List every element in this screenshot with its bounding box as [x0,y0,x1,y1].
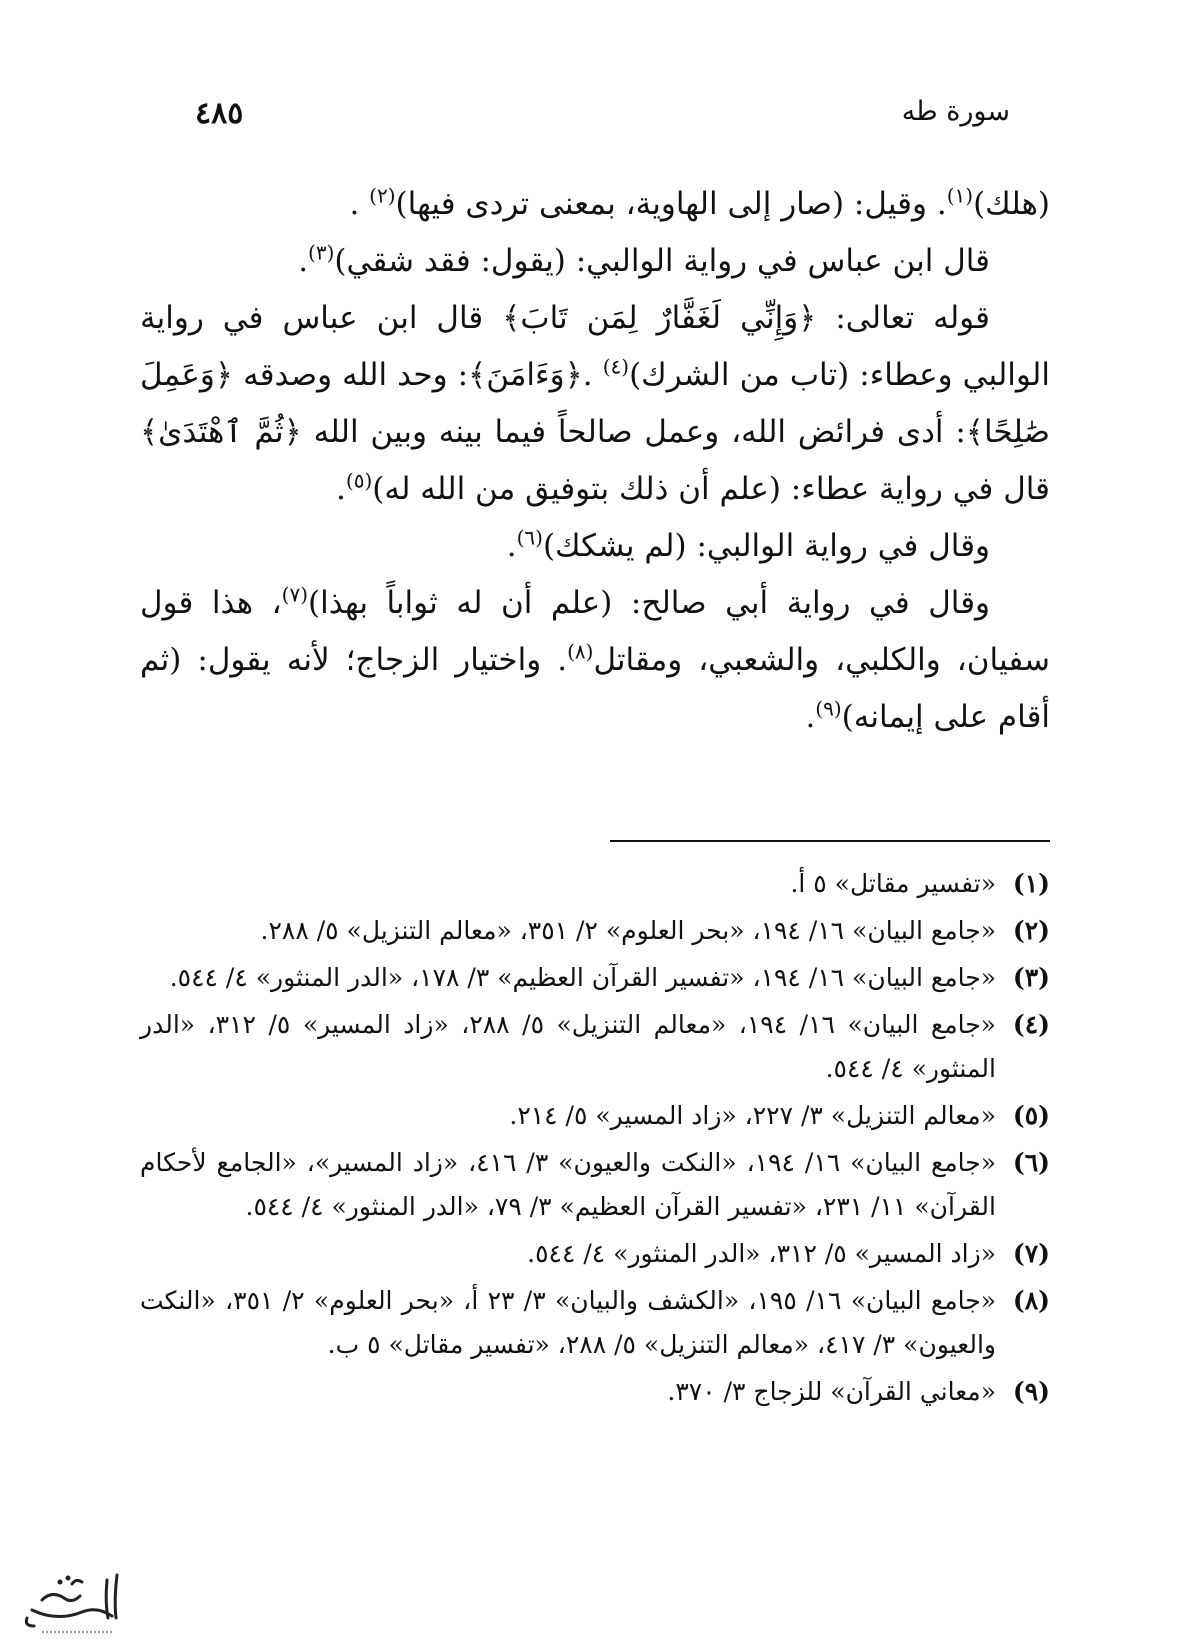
text-span: . [298,243,309,279]
footnote-ref: (٣) [308,240,335,265]
text-span: : وحد الله وصدقه [233,357,469,393]
footnote-text: «زاد المسير» ٥/ ٣١٢، «الدر المنثور» ٤/ ٥٤٤. [527,1239,996,1268]
text-span: : أدى فرائض الله، وعمل صالحاً فيما بينه وبين الله [301,414,966,450]
footnote-number: (٩) [1012,1377,1050,1406]
text-span: قال ابن عباس في رواية الوالبي وعطاء: (تاب من الشرك) [140,300,1050,393]
footnote-ref: (٥) [345,468,373,493]
footnote-ref: (٢) [369,183,396,208]
paragraph-4 [140,518,1050,575]
quran-verse: ﴿وَإِنِّي لَغَفَّارٌ لِمَن تَابَ﴾ [502,300,817,336]
text-span: (هلك) [973,186,1050,222]
text-span: قال ابن عباس في رواية الوالبي: (يقول: فقد شقي) [334,243,990,279]
footnote-ref: (٨) [567,639,594,664]
footnotes [140,862,1050,1417]
footnote-item [140,909,1050,953]
main-text [140,176,1050,746]
footnote-ref: (١) [946,183,974,208]
footnote-item [140,1003,1050,1091]
footnote-item [140,1094,1050,1138]
footnote-number: (٣) [1012,963,1050,992]
text-span: . [349,186,370,222]
text-span: . [805,699,816,735]
footnote-ref: (٧) [281,582,309,607]
footnote-number: (٤) [1012,1010,1050,1039]
footnote-text: «جامع البيان» ١٦/ ١٩٤، «بحر العلوم» ٢/ ٣٥١، «معالم التنزيل» ٥/ ٢٨٨. [260,916,996,945]
text-span: . [582,357,603,393]
page-header [195,96,1010,146]
text-span: وقال في رواية أبي صالح: (علم أن له ثواباً بهذا) [308,585,990,621]
footnote-number: (٧) [1012,1239,1050,1268]
text-span: قال في رواية عطاء: (علم أن ذلك بتوفيق من الله له) [372,471,1050,507]
paragraph-3 [140,290,1050,518]
footnote-ref: (٤) [602,354,630,379]
text-span: . [336,471,346,507]
text-span: . واختيار الزجاج؛ لأنه يقول: (ثم أقام على إيمانه) [140,642,1050,735]
quran-verse: ﴿وَءَامَنَ﴾ [468,357,583,393]
footnote-separator [610,840,1050,842]
stamp-calligraphy [12,1560,132,1640]
footnote-number: (١) [1012,869,1050,898]
paragraph-1 [140,176,1050,233]
paragraph-5 [140,575,1050,746]
text-span: . وقيل: (صار إلى الهاوية، بمعنى تردى فيها) [395,186,947,222]
quran-verse: ﴿وَعَمِلَ صَٰلِحًا﴾ [140,357,1050,450]
footnote-item [140,1370,1050,1414]
footnote-text: «جامع البيان» ١٦/ ١٩٤، «معالم التنزيل» ٥/ ٢٨٨، «زاد المسير» ٥/ ٣١٢، «الدر المنثور» ٤/ ٥٤٤. [140,1010,996,1083]
footnote-item [140,1232,1050,1276]
page-number: ٤٨٥ [195,96,244,131]
library-stamp-logo [12,1560,132,1640]
footnote-text: «جامع البيان» ١٦/ ١٩٥، «الكشف والبيان» ٣/ ٢٣ أ، «بحر العلوم» ٢/ ٣٥١، «النكت والعيون» ٣/ ٤١٧، «معالم التنزيل» ٥/ ٢٨٨، «تفسير مقاتل» ٥ ب. [140,1286,996,1359]
text-span: وقال في رواية الوالبي: (لم يشكك) [542,528,990,564]
footnote-text: «جامع البيان» ١٦/ ١٩٤، «تفسير القرآن العظيم» ٣/ ١٧٨، «الدر المنثور» ٤/ ٥٤٤. [169,963,996,992]
footnote-text: «معالم التنزيل» ٣/ ٢٢٧، «زاد المسير» ٥/ ٢١٤. [509,1101,996,1130]
footnote-number: (٥) [1012,1101,1050,1130]
running-title: سورة طه [901,96,1010,127]
quran-verse: ﴿ثُمَّ ٱهْتَدَىٰ﴾ [140,414,302,450]
paragraph-2 [140,233,1050,290]
footnote-ref: (٩) [815,696,842,721]
footnote-item [140,862,1050,906]
footnote-number: (٢) [1012,916,1050,945]
text-span: . [506,528,517,564]
footnote-number: (٨) [1012,1286,1050,1315]
footnote-number: (٦) [1012,1148,1050,1177]
footnote-ref: (٦) [516,525,543,550]
footnote-text: «معاني القرآن» للزجاج ٣/ ٣٧٠. [667,1377,996,1406]
footnote-text: «جامع البيان» ١٦/ ١٩٤، «النكت والعيون» ٣/ ٤١٦، «زاد المسير»، «الجامع لأحكام القرآن» ١١/ ٢٣١، «تفسير القرآن العظيم» ٣/ ٧٩، «الدر المنثور» ٤/ ٥٤٤. [140,1148,997,1221]
text-span: ، هذا قول سفيان، والكلبي، والشعبي، ومقاتل [140,585,1050,678]
footnote-item [140,956,1050,1000]
text-span: قوله تعالى: [816,300,990,336]
footnote-text: «تفسير مقاتل» ٥ أ. [790,869,996,898]
footnote-item [140,1141,1050,1229]
footnote-item [140,1279,1050,1367]
